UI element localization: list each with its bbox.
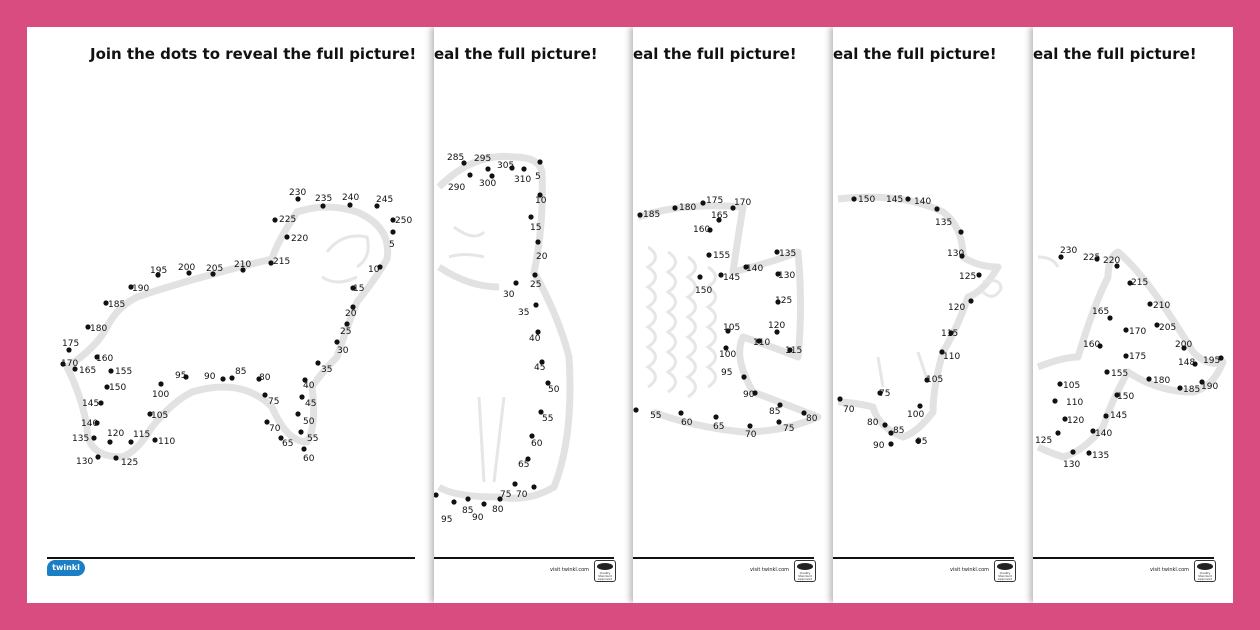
dot-label: 65: [518, 460, 530, 470]
dot-label: 220: [291, 234, 309, 244]
quality-badge: [594, 560, 616, 582]
dot-label: 80: [806, 414, 818, 424]
dot-label: 235: [315, 194, 333, 204]
footer-divider: [434, 557, 614, 559]
dot-label: 105: [1063, 381, 1081, 391]
dot-label: 50: [303, 417, 315, 427]
footer-divider: [633, 557, 814, 559]
dot-label: 60: [303, 454, 315, 464]
badge-text: Quality Standard Approved: [997, 572, 1013, 581]
dot-label: 70: [269, 424, 281, 434]
dot-label: 95: [441, 515, 453, 525]
footer-site-text: visit twinkl.com: [1150, 567, 1190, 573]
footer-site-text: visit twinkl.com: [750, 567, 790, 573]
dot-label: 125: [121, 458, 139, 468]
worksheet-title: eal the full picture!: [1033, 45, 1197, 63]
sheep-dot-picture: [633, 27, 833, 603]
dot-label: 85: [893, 426, 905, 436]
dot-label: 185: [1183, 385, 1201, 395]
dot-label: 80: [492, 505, 504, 515]
dot-label: 220: [1103, 256, 1121, 266]
worksheet-title: eal the full picture!: [633, 45, 797, 63]
dot-label: 148: [1178, 358, 1196, 368]
dot-label: 115: [785, 346, 803, 356]
dot-label: 145: [886, 195, 904, 205]
footer-site-text: visit twinkl.com: [550, 567, 590, 573]
dot-label: 205: [206, 264, 224, 274]
dot-label: 35: [518, 308, 530, 318]
dot-label: 185: [643, 210, 661, 220]
dot-label: 250: [395, 216, 413, 226]
dot-label: 115: [941, 329, 959, 339]
dot-label: 150: [695, 286, 713, 296]
dot-label: 190: [132, 284, 150, 294]
dot-label: 50: [548, 385, 560, 395]
dot-label: 90: [472, 513, 484, 523]
dot-label: 185: [108, 300, 126, 310]
cat-dot-picture: [434, 27, 633, 603]
dot-label: 215: [1131, 278, 1149, 288]
worksheet-cat: [434, 27, 633, 603]
dot-label: 290: [448, 183, 466, 193]
dot-label: 165: [79, 366, 97, 376]
dot-label: 90: [873, 441, 885, 451]
badge-text: Quality Standard Approved: [797, 572, 813, 581]
worksheet-dog: [27, 27, 434, 603]
dot-label: 310: [514, 175, 532, 185]
dot-label: 100: [152, 390, 170, 400]
dog-number-labels: [61, 188, 412, 468]
worksheet-title: Join the dots to reveal the full picture!: [90, 45, 417, 63]
dot-label: 170: [61, 359, 79, 369]
badge-emblem-icon: [1197, 563, 1213, 570]
dot-label: 95: [175, 371, 187, 381]
dot-label: 285: [447, 153, 465, 163]
sheep-dots: [633, 200, 806, 428]
dot-label: 195: [150, 266, 168, 276]
dot-label: 180: [1153, 376, 1171, 386]
dot-label: 230: [1060, 246, 1078, 256]
dot-label: 105: [151, 411, 169, 421]
dot-label: 115: [133, 430, 151, 440]
pig-dot-picture: [833, 27, 1033, 603]
dot-label: 85: [769, 407, 781, 417]
dot-label: 175: [62, 339, 80, 349]
dot-label: 45: [305, 399, 317, 409]
worksheet-preview: [27, 27, 1233, 603]
dot-label: 210: [234, 260, 252, 270]
dot-label: 95: [721, 368, 733, 378]
dot-label: 110: [943, 352, 961, 362]
dot-label: 125: [959, 272, 977, 282]
dot-label: 30: [503, 290, 515, 300]
dot-label: 230: [289, 188, 307, 198]
dot-label: 60: [531, 439, 543, 449]
dot-label: 145: [82, 399, 100, 409]
dot-label: 155: [713, 251, 731, 261]
dot-label: 170: [734, 198, 752, 208]
dot-label: 150: [109, 383, 127, 393]
dot-label: 110: [1066, 398, 1084, 408]
dot-label: 110: [753, 338, 771, 348]
dot-label: 245: [376, 195, 394, 205]
dot-label: 240: [342, 193, 360, 203]
quality-badge: [794, 560, 816, 582]
dot-label: 130: [947, 249, 965, 259]
quality-badge: [1194, 560, 1216, 582]
dog-dot-picture: [27, 27, 434, 603]
worksheet-title: eal the full picture!: [833, 45, 997, 63]
dot-label: 70: [745, 430, 757, 440]
dot-label: 140: [914, 197, 932, 207]
dot-label: 65: [282, 439, 294, 449]
dot-label: 150: [858, 195, 876, 205]
dot-label: 75: [879, 389, 891, 399]
dot-label: 120: [107, 429, 125, 439]
worksheet-mouse: [1033, 27, 1233, 603]
worksheet-sheep: [633, 27, 833, 603]
dot-label: 35: [321, 365, 333, 375]
footer-divider: [47, 557, 415, 559]
footer-divider: [833, 557, 1014, 559]
dot-label: 200: [1175, 340, 1193, 350]
dot-label: 120: [948, 303, 966, 313]
dot-label: 110: [158, 437, 176, 447]
worksheet-title: eal the full picture!: [434, 45, 598, 63]
dot-label: 70: [843, 405, 855, 415]
dot-label: 105: [926, 375, 944, 385]
dot-label: 45: [534, 363, 546, 373]
dot-label: 75: [500, 490, 512, 500]
dot-label: 295: [474, 154, 492, 164]
dot-label: 155: [1111, 369, 1129, 379]
dot-label: 30: [337, 346, 349, 356]
dot-label: 140: [81, 419, 99, 429]
dot-label: 140: [1095, 429, 1113, 439]
dot-label: 175: [1129, 352, 1147, 362]
dot-label: 105: [723, 323, 741, 333]
quality-badge: [994, 560, 1016, 582]
dot-label: 20: [345, 309, 357, 319]
dot-label: 90: [204, 372, 216, 382]
dot-label: 130: [1063, 460, 1081, 470]
badge-emblem-icon: [597, 563, 613, 570]
dot-label: 135: [1092, 451, 1110, 461]
dot-label: 165: [1092, 307, 1110, 317]
dot-label: 175: [706, 196, 724, 206]
dot-label: 160: [693, 225, 711, 235]
dot-label: 80: [867, 418, 879, 428]
dot-label: 120: [1067, 416, 1085, 426]
dot-label: 15: [353, 284, 365, 294]
dot-label: 210: [1153, 301, 1171, 311]
dot-label: 70: [516, 490, 528, 500]
dot-label: 140: [746, 264, 764, 274]
dot-label: 100: [907, 410, 925, 420]
dot-label: 15: [530, 223, 542, 233]
dot-label: 55: [542, 414, 554, 424]
dot-label: 205: [1159, 323, 1177, 333]
dot-label: 40: [303, 381, 315, 391]
dot-label: 25: [340, 327, 352, 337]
dot-label: 190: [1201, 382, 1219, 392]
dot-label: 135: [72, 434, 90, 444]
dot-label: 75: [783, 424, 795, 434]
footer-divider: [1033, 557, 1214, 559]
badge-text: Quality Standard Approved: [1197, 572, 1213, 581]
dot-label: 75: [268, 397, 280, 407]
dot-label: 130: [76, 457, 94, 467]
dot-label: 60: [681, 418, 693, 428]
twinkl-logo: twinkl: [47, 560, 85, 576]
dot-label: 55: [650, 411, 662, 421]
dot-label: 120: [768, 321, 786, 331]
dot-label: 5: [389, 240, 395, 250]
dot-label: 200: [178, 263, 196, 273]
dot-label: 170: [1129, 327, 1147, 337]
dot-label: 40: [529, 334, 541, 344]
dot-label: 90: [743, 390, 755, 400]
dot-label: 65: [713, 422, 725, 432]
dot-label: 135: [935, 218, 953, 228]
dot-label: 80: [259, 373, 271, 383]
dot-label: 180: [679, 203, 697, 213]
dot-label: 10: [535, 196, 547, 206]
dot-label: 5: [535, 172, 541, 182]
dot-label: 25: [530, 280, 542, 290]
dot-label: 135: [779, 249, 797, 259]
dot-label: 195: [1203, 356, 1221, 366]
dot-label: 155: [115, 367, 133, 377]
dot-label: 125: [1035, 436, 1053, 446]
dot-label: 215: [273, 257, 291, 267]
dot-label: 85: [235, 367, 247, 377]
dot-label: 130: [778, 271, 796, 281]
dot-label: 55: [307, 434, 319, 444]
dot-label: 150: [1117, 392, 1135, 402]
dot-label: 160: [1083, 340, 1101, 350]
worksheet-pig: [833, 27, 1033, 603]
dot-label: 125: [775, 296, 793, 306]
dot-label: 10: [368, 265, 380, 275]
dot-label: 100: [719, 350, 737, 360]
dot-label: 165: [711, 211, 729, 221]
dot-label: 300: [479, 179, 497, 189]
dot-label: 225: [1083, 253, 1101, 263]
dot-label: 180: [90, 324, 108, 334]
dot-label: 145: [1110, 411, 1128, 421]
dot-label: 305: [497, 161, 515, 171]
dot-label: 145: [723, 273, 741, 283]
badge-emblem-icon: [997, 563, 1013, 570]
dot-label: 95: [916, 437, 928, 447]
footer-site-text: visit twinkl.com: [950, 567, 990, 573]
mouse-dot-picture: [1033, 27, 1233, 603]
dot-label: 85: [462, 506, 474, 516]
dot-label: 160: [96, 354, 114, 364]
badge-emblem-icon: [797, 563, 813, 570]
badge-text: Quality Standard Approved: [597, 572, 613, 581]
dot-label: 225: [279, 215, 297, 225]
dot-label: 20: [536, 252, 548, 262]
